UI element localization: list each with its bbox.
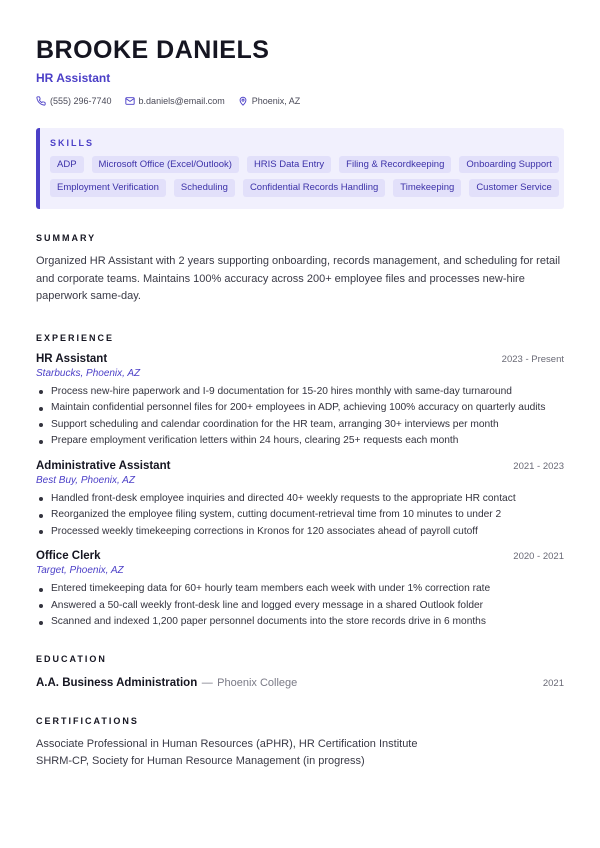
- certifications-heading: CERTIFICATIONS: [36, 715, 139, 726]
- summary-heading: SUMMARY: [36, 233, 97, 244]
- phone-text: (555) 296-7740: [50, 95, 112, 106]
- experience-heading: EXPERIENCE: [36, 332, 115, 343]
- skill-chip: HRIS Data Entry: [247, 156, 331, 174]
- contact-info: [36, 96, 564, 106]
- job-header: [36, 550, 564, 562]
- education-entry: [36, 673, 564, 691]
- skill-chip: ADP: [50, 156, 84, 174]
- bullet-item: Process new-hire paperwork and I-9 documentation for 15-20 hires monthly with same-day turnaround: [36, 384, 564, 401]
- job-dates: 2021 - 2023: [513, 460, 564, 472]
- job-entry: [36, 460, 564, 541]
- education-line: [36, 673, 297, 691]
- location-pin-icon: [238, 96, 248, 106]
- job-location: Best Buy, Phoenix, AZ: [36, 474, 135, 486]
- skill-chip: Customer Service: [469, 179, 559, 197]
- skill-chip: Confidential Records Handling: [243, 179, 385, 197]
- certification-item: SHRM-CP, Society for Human Resource Management (in progress): [36, 754, 365, 767]
- skill-chip: Scheduling: [174, 179, 235, 197]
- job-header: [36, 460, 564, 472]
- job-location: Target, Phoenix, AZ: [36, 565, 124, 577]
- job-entry: [36, 353, 564, 450]
- job-entry: [36, 550, 564, 631]
- job-dates: 2020 - 2021: [513, 551, 564, 563]
- skills-row-1: [50, 156, 554, 174]
- job-location: Starbucks, Phoenix, AZ: [36, 367, 141, 379]
- bullet-item: Entered timekeeping data for 60+ hourly team members each week with under 1% correction rate: [36, 581, 564, 598]
- job-title: Office Clerk: [36, 550, 101, 563]
- job-bullets: [36, 491, 564, 541]
- job-title: HR Assistant: [36, 352, 108, 365]
- experience-section: [36, 333, 564, 631]
- bullet-item: Support scheduling and calendar coordination for the HR team, arranging 30+ interviews per month: [36, 417, 564, 434]
- skill-chip: Filing & Recordkeeping: [339, 156, 451, 174]
- job-title: Administrative Assistant: [36, 459, 171, 472]
- bullet-item: Answered a 50-call weekly front-desk line and logged every message in a shared Outlook folder: [36, 598, 564, 615]
- phone-icon: [36, 96, 46, 106]
- bullet-item: Scanned and indexed 1,200 paper personnel documents into the store records drive in 6 months: [36, 614, 564, 631]
- skill-chip: Timekeeping: [393, 179, 461, 197]
- skills-heading: SKILLS: [50, 137, 95, 148]
- mail-icon: [125, 96, 135, 106]
- certification-item: Associate Professional in Human Resources (aPHR), HR Certification Institute: [36, 737, 418, 750]
- email-text: b.daniels@email.com: [138, 95, 225, 106]
- certifications-section: [36, 716, 564, 770]
- education-school: Phoenix College: [217, 676, 298, 689]
- job-header: [36, 353, 564, 365]
- skill-chip: Onboarding Support: [459, 156, 559, 174]
- education-separator: —: [201, 676, 213, 689]
- education-year: 2021: [542, 677, 564, 689]
- education-section: [36, 654, 564, 691]
- education-heading: EDUCATION: [36, 653, 107, 664]
- job-bullets: [36, 581, 564, 631]
- contact-location: [238, 96, 301, 106]
- bullet-item: Maintain confidential personnel files for 200+ employees in ADP, achieving 100% accuracy on quarterly audits: [36, 400, 564, 417]
- contact-email: [125, 96, 225, 106]
- bullet-item: Processed weekly timekeeping corrections in Kronos for 120 associates ahead of payroll cutoff: [36, 524, 564, 541]
- skills-panel: [36, 128, 564, 210]
- resume-page: [36, 36, 564, 770]
- candidate-role: HR Assistant: [36, 70, 111, 85]
- skills-row-2: [50, 179, 554, 197]
- education-degree: A.A. Business Administration: [36, 676, 198, 689]
- skill-chip: Microsoft Office (Excel/Outlook): [92, 156, 239, 174]
- location-text: Phoenix, AZ: [251, 95, 301, 106]
- bullet-item: Reorganized the employee filing system, cutting document-retrieval time from 10 minutes to under 2: [36, 507, 564, 524]
- certifications-list: [36, 736, 564, 770]
- summary-text: Organized HR Assistant with 2 years supporting onboarding, records management, and scheduling for retail and corporate teams. Maintains 100% accuracy across 200+ employee files and processes new-hire paperwork same-day.: [36, 255, 561, 303]
- bullet-item: Handled front-desk employee inquiries and directed 40+ weekly requests to the appropriate HR contact: [36, 491, 564, 508]
- skill-chip: Employment Verification: [50, 179, 166, 197]
- candidate-name: BROOKE DANIELS: [36, 36, 270, 64]
- contact-phone: [36, 96, 112, 106]
- job-bullets: [36, 384, 564, 450]
- bullet-item: Prepare employment verification letters within 24 hours, clearing 25+ requests each month: [36, 433, 564, 450]
- summary-section: [36, 233, 564, 306]
- job-dates: 2023 - Present: [501, 353, 564, 365]
